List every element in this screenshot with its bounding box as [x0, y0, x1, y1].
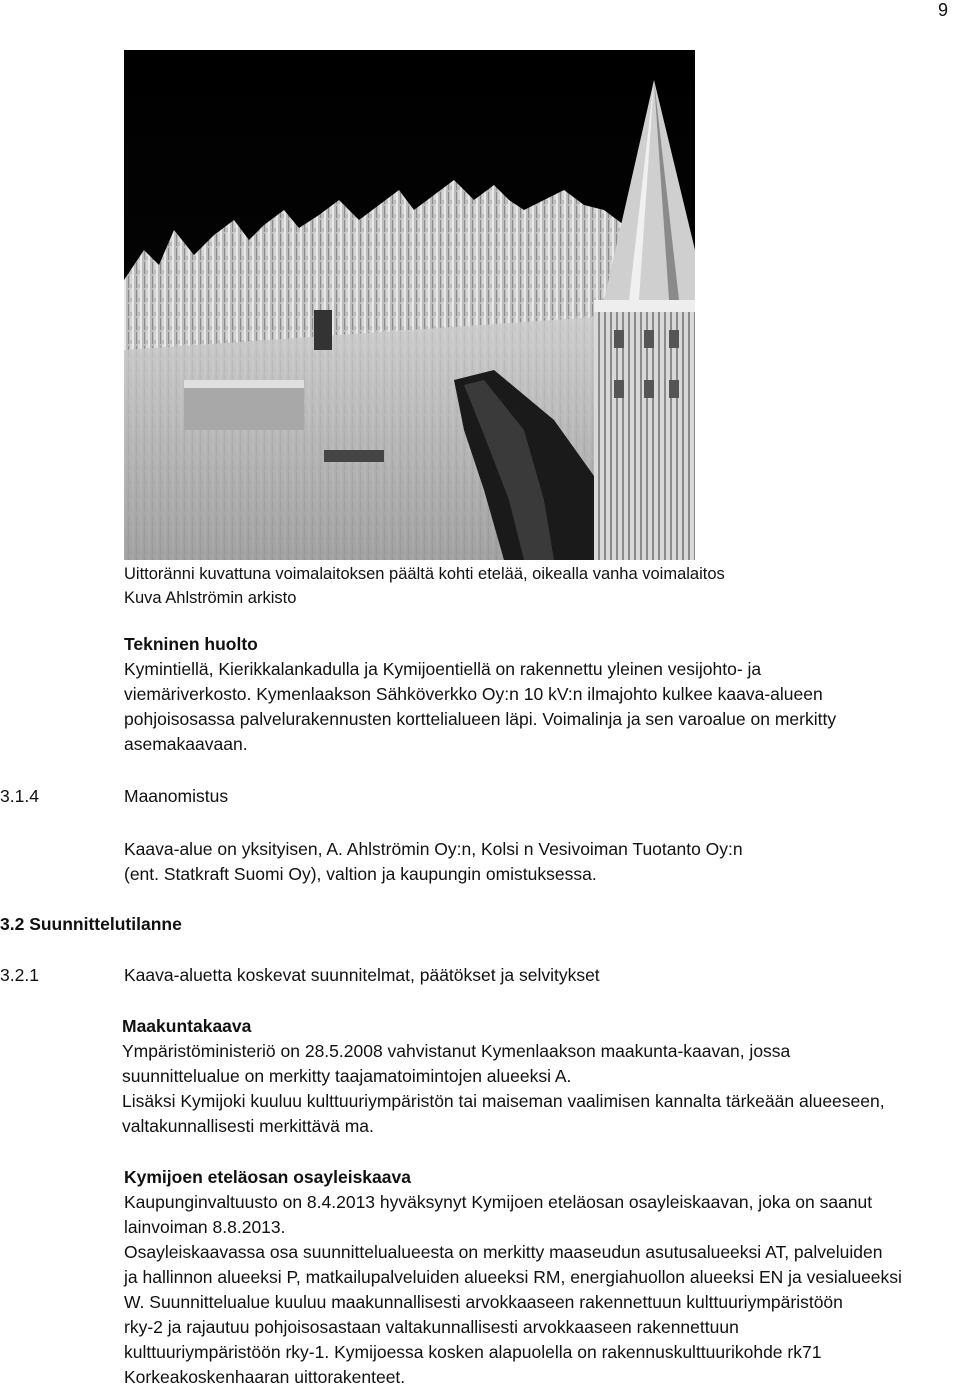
- photo-caption: [124, 562, 824, 610]
- tekninen-huolto-heading: Tekninen huolto: [124, 634, 258, 654]
- page-number: 9: [937, 0, 948, 20]
- maakuntakaava-section: [122, 1014, 958, 1139]
- tekninen-line: asemakaavaan.: [124, 734, 248, 754]
- osayleiskaava-line: W. Suunnittelualue kuuluu maakunnallisesti arvokkaaseen rakennettuun kulttuuriympäristöön: [124, 1292, 843, 1312]
- kaava-aluetta-title: Kaava-aluetta koskevat suunnitelmat, päätökset ja selvitykset: [124, 965, 600, 985]
- maanomistus-line: Kaava-alue on yksityisen, A. Ahlströmin Oy:n, Kolsi n Vesivoiman Tuotanto Oy:n: [124, 839, 743, 859]
- maanomistus-body: [124, 837, 954, 887]
- archive-photo: [124, 50, 695, 560]
- maanomistus-line: (ent. Statkraft Suomi Oy), valtion ja kaupungin omistuksessa.: [124, 864, 597, 884]
- osayleiskaava-line: lainvoiman 8.8.2013.: [124, 1217, 286, 1237]
- osayleiskaava-section: [124, 1165, 958, 1390]
- osayleiskaava-line: Korkeakoskenhaaran uittorakenteet.: [124, 1367, 406, 1387]
- maanomistus-title: Maanomistus: [124, 786, 229, 806]
- kaava-aluetta-number: 3.2.1: [0, 965, 39, 985]
- maakuntakaava-heading: Maakuntakaava: [122, 1016, 252, 1036]
- maakuntakaava-line: valtakunnallisesti merkittävä ma.: [122, 1116, 374, 1136]
- photo-caption-line1: Uittoränni kuvattuna voimalaitoksen päältä kohti etelää, oikealla vanha voimalaitos: [124, 565, 725, 583]
- photo-caption-line2: Kuva Ahlströmin arkisto: [124, 589, 297, 607]
- osayleiskaava-heading: Kymijoen eteläosan osayleiskaava: [124, 1167, 411, 1187]
- maakuntakaava-line: Lisäksi Kymijoki kuuluu kulttuuriympäristön tai maiseman vaalimisen kannalta tärkeään alueeseen,: [122, 1091, 885, 1111]
- maakuntakaava-line: suunnittelualue on merkitty taajamatoimintojen alueeksi A.: [122, 1066, 572, 1086]
- maakuntakaava-line: Ympäristöministeriö on 28.5.2008 vahvistanut Kymenlaakson maakunta-kaavan, jossa: [122, 1041, 791, 1061]
- osayleiskaava-line: kulttuuriympäristöön rky-1. Kymijoessa kosken alapuolella on rakennuskulttuurikohde rk71: [124, 1342, 822, 1362]
- maanomistus-number: 3.1.4: [0, 786, 39, 806]
- tekninen-line: viemäriverkosto. Kymenlaakson Sähköverkko Oy:n 10 kV:n ilmajohto kulkee kaava-alueen: [124, 684, 823, 704]
- suunnittelutilanne-heading: 3.2 Suunnittelutilanne: [0, 914, 182, 934]
- tekninen-line: pohjoisosassa palvelurakennusten korttelialueen läpi. Voimalinja ja sen varoalue on merkitty: [124, 709, 837, 729]
- photo-illustration: [124, 50, 695, 560]
- osayleiskaava-line: Osayleiskaavassa osa suunnittelualueesta on merkitty maaseudun asutusalueeksi AT, palveluiden: [124, 1242, 883, 1262]
- tekninen-line: Kymintiellä, Kierikkalankadulla ja Kymijoentiellä on rakennettu yleinen vesijohto- ja: [124, 659, 762, 679]
- osayleiskaava-line: rky-2 ja rajautuu pohjoisosastaan valtakunnallisesti arvokkaaseen rakennettuun: [124, 1317, 739, 1337]
- osayleiskaava-line: ja hallinnon alueeksi P, matkailupalveluiden alueeksi RM, energiahuollon alueeksi EN ja vesialueeksi: [124, 1267, 902, 1287]
- tekninen-huolto-section: [124, 632, 954, 757]
- osayleiskaava-line: Kaupunginvaltuusto on 8.4.2013 hyväksynyt Kymijoen eteläosan osayleiskaavan, joka on saanut: [124, 1192, 873, 1212]
